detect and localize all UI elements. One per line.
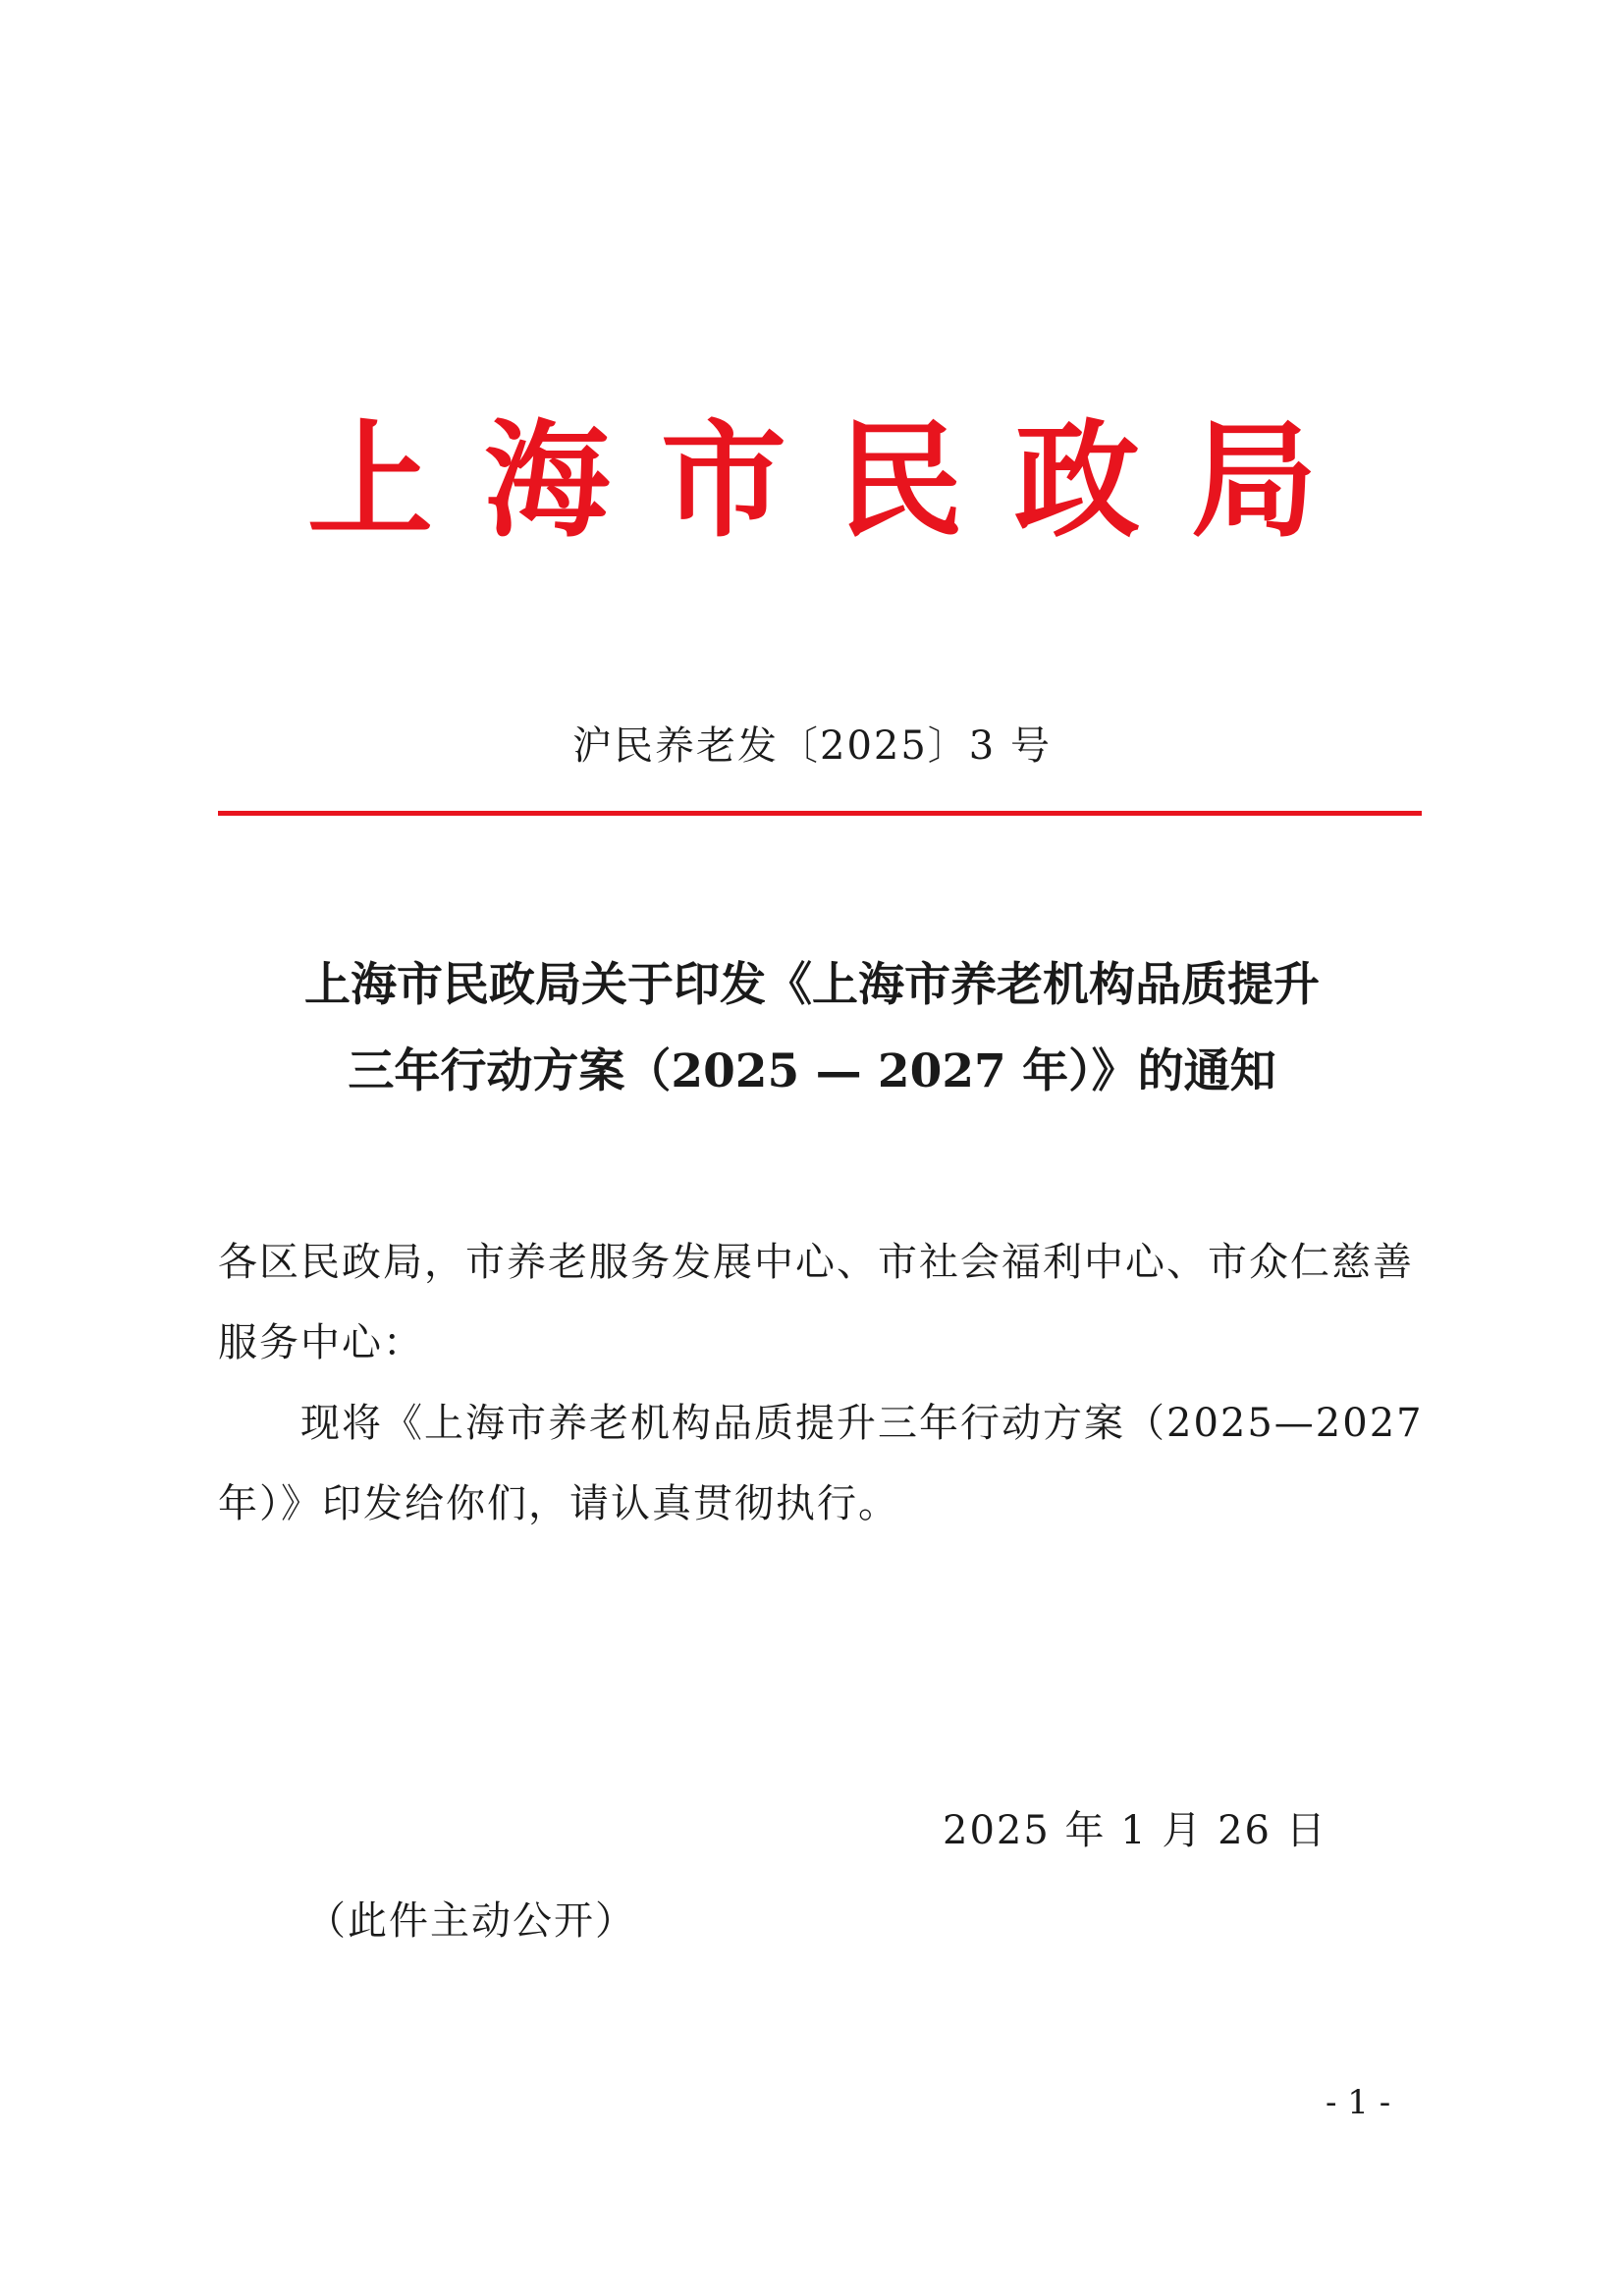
notice-title-line-1: 上海市民政局关于印发《上海市养老机构品质提升 — [304, 958, 1320, 1012]
red-divider-line — [218, 811, 1422, 816]
document-number: 沪民养老发〔2025〕3 号 — [572, 723, 1052, 769]
body-line-2: 年）》印发给你们，请认真贯彻执行。 — [218, 1481, 899, 1526]
disclosure-note: （此件主动公开） — [306, 1898, 636, 1944]
body-line-1: 现将《上海市养老机构品质提升三年行动方案（2025—2027 — [300, 1401, 1424, 1446]
issuer-header: 上海市民政局 — [306, 407, 1368, 555]
recipients-line-2: 服务中心： — [218, 1320, 424, 1365]
notice-title-line-2: 三年行动方案（2025 — 2027 年）》的通知 — [348, 1044, 1276, 1098]
page-number: - 1 - — [1326, 2083, 1391, 2122]
recipients — [218, 1222, 1416, 1383]
body-paragraph — [218, 1383, 1424, 1544]
notice-title — [147, 942, 1477, 1115]
issue-date: 2025 年 1 月 26 日 — [943, 1808, 1327, 1853]
recipients-line-1: 各区民政局，市养老服务发展中心、市社会福利中心、市众仁慈善 — [218, 1240, 1414, 1285]
